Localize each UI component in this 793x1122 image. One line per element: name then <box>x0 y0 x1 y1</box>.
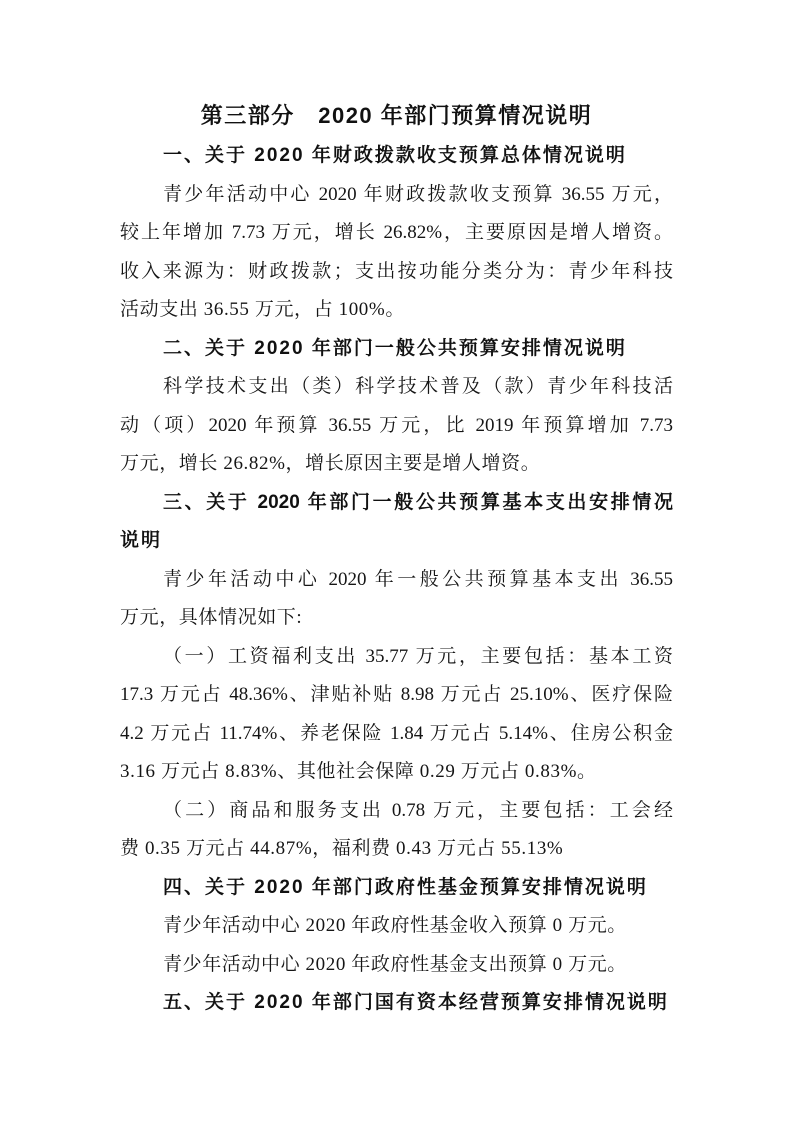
paragraph <box>120 176 673 330</box>
section-1 <box>120 137 673 330</box>
text-line: 青少年活动中心 2020 年财政拨款收支预算 36.55 万元， <box>163 183 673 205</box>
section-heading <box>120 137 673 176</box>
paragraph <box>120 946 673 985</box>
heading-line: 五、关于 2020 年部门国有资本经营预算安排情况说明 <box>163 992 669 1013</box>
text-line: 较上年增加 7.73 万元，增长 26.82%，主要原因是增人增资。 <box>120 222 673 243</box>
text-line: 17.3 万元占 48.36%、津贴补贴 8.98 万元占 25.10%、医疗保险 <box>120 684 673 705</box>
text-line: 万元，增长 26.82%，增长原因主要是增人增资。 <box>120 453 541 474</box>
paragraph <box>120 792 673 869</box>
text-line: 收入来源为：财政拨款；支出按功能分类分为：青少年科技 <box>120 260 673 282</box>
text-line: 费 0.35 万元占 44.87%，福利费 0.43 万元占 55.13% <box>120 838 564 859</box>
text-line: 青少年活动中心 2020 年一般公共预算基本支出 36.55 <box>163 568 673 590</box>
paragraph <box>120 368 673 484</box>
text-line: 万元，具体情况如下: <box>120 607 303 628</box>
heading-line: 说明 <box>120 530 163 551</box>
paragraph <box>120 638 673 792</box>
text-line: 活动支出 36.55 万元，占 100%。 <box>120 299 405 320</box>
section-heading <box>120 984 673 1023</box>
text-line: 科学技术支出（类）科学技术普及（款）青少年科技活 <box>163 376 673 397</box>
text-line: （二）商品和服务支出 0.78 万元，主要包括：工会经 <box>163 799 673 821</box>
heading-line: 二、关于 2020 年部门一般公共预算安排情况说明 <box>163 337 627 359</box>
paragraph <box>120 907 673 946</box>
page-title: 第三部分 2020 年部门预算情况说明 <box>200 103 593 128</box>
section-5 <box>120 984 673 1023</box>
heading-line: 一、关于 2020 年财政拨款收支预算总体情况说明 <box>163 145 627 166</box>
text-line: 青少年活动中心 2020 年政府性基金支出预算 0 万元。 <box>163 953 627 975</box>
text-line: 青少年活动中心 2020 年政府性基金收入预算 0 万元。 <box>163 915 627 936</box>
text-line: （一）工资福利支出 35.77 万元，主要包括：基本工资 <box>163 645 673 667</box>
section-2 <box>120 330 673 484</box>
section-4 <box>120 869 673 985</box>
section-heading <box>120 484 673 561</box>
text-line: 3.16 万元占 8.83%、其他社会保障 0.29 万元占 0.83%。 <box>120 761 597 782</box>
heading-line: 四、关于 2020 年部门政府性基金预算安排情况说明 <box>163 876 648 898</box>
text-line: 动（项）2020 年预算 36.55 万元，比 2019 年预算增加 7.73 <box>120 414 673 436</box>
heading-line: 三、关于 2020 年部门一般公共预算基本支出安排情况 <box>163 491 673 513</box>
section-heading <box>120 330 673 369</box>
section-3 <box>120 484 673 869</box>
document-body <box>120 137 673 1023</box>
text-line: 4.2 万元占 11.74%、养老保险 1.84 万元占 5.14%、住房公积金 <box>120 722 673 744</box>
section-heading <box>120 869 673 908</box>
paragraph <box>120 561 673 638</box>
